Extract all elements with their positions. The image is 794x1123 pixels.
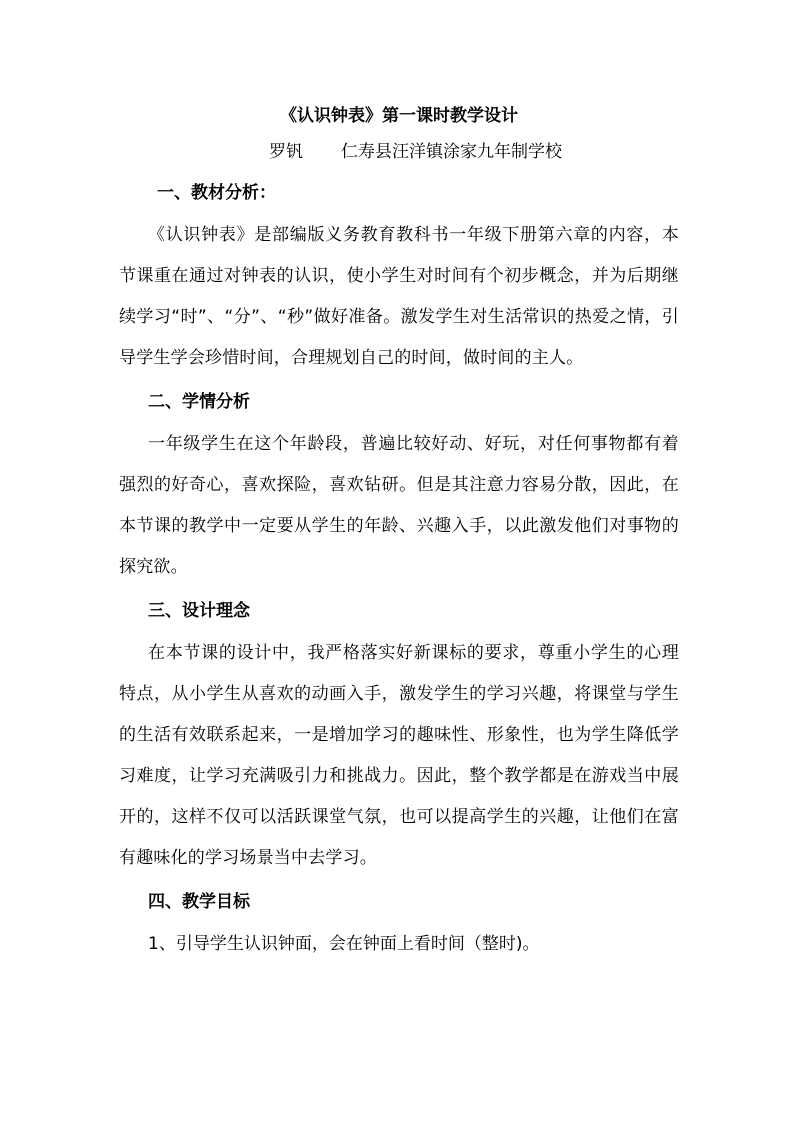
author-name: 罗钒: [269, 142, 303, 162]
school-name: 仁寿县汪洋镇涂家九年制学校: [341, 142, 562, 162]
section-paragraph-textbook-analysis: 《认识钟表》是部编版义务教育教科书一年级下册第六章的内容，本节课重在通过对钟表的认识，使小学生对时间有个初步概念，并为后期继续学习“时”、“分”、“秒”做好准备。激发学生对生活常识的热爱之情，引导学生学会珍惜时间，合理规划自己的时间，做时间的主人。: [119, 225, 679, 368]
section-paragraph-student-analysis: 一年级学生在这个年龄段，普遍比较好动、好玩，对任何事物都有着强烈的好奇心，喜欢探险，喜欢钻研。但是其注意力容易分散，因此，在本节课的教学中一定要从学生的年龄、兴趣入手，以此激发他们对事物的探究欲。: [119, 434, 679, 577]
section-heading-textbook-analysis: 一、教材分析：: [157, 183, 276, 203]
section-heading-student-analysis: 二、学情分析: [148, 392, 250, 412]
section-heading-teaching-goals: 四、教学目标: [148, 892, 250, 912]
section-paragraph-design-concept: 在本节课的设计中，我严格落实好新课标的要求，尊重小学生的心理特点，从小学生从喜欢的动画入手，激发学生的学习兴趣，将课堂与学生的生活有效联系起来，一是增加学习的趣味性、形象性，也为学生降低学习难度，让学习充满吸引力和挑战力。因此，整个教学都是在游戏当中展开的，这样不仅可以活跃课堂气氛，也可以提高学生的兴趣，让他们在富有趣味化的学习场景当中去学习。: [119, 643, 679, 868]
section-heading-design-concept: 三、设计理念: [148, 601, 250, 621]
document-body: [119, 98, 679, 965]
document-title: 《认识钟表》第一课时教学设计: [280, 106, 518, 126]
author-line: [119, 134, 679, 170]
teaching-goal-item: 1、引导学生认识钟面，会在钟面上看时间（整时)。: [148, 934, 540, 954]
